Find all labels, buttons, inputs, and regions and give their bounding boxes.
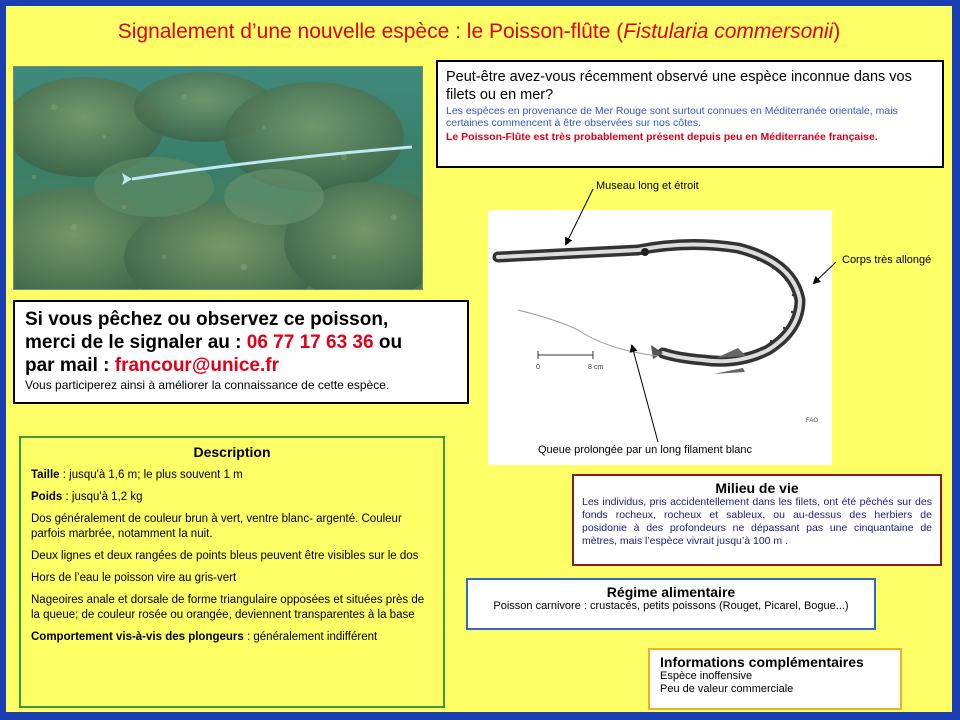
description-poids	[31, 490, 433, 505]
taille-label: Taille	[31, 469, 60, 481]
milieu-box	[572, 474, 942, 566]
comportement-text: : généralement indifférent	[243, 631, 378, 643]
description-box	[19, 436, 445, 708]
poster	[4, 4, 954, 714]
description-taille	[31, 468, 433, 483]
regime-text: Poisson carnivore : crustacés, petits poissons (Rouget, Picarel, Bogue...)	[493, 600, 849, 612]
title-end: )	[833, 20, 841, 43]
contact-email-label: par mail :	[25, 355, 115, 376]
contact-phone[interactable]: 06 77 17 63 36	[246, 332, 374, 353]
callout-museau: Museau long et étroit	[596, 180, 699, 192]
regime-heading: Régime alimentaire	[606, 584, 736, 600]
description-dos: Dos généralement de couleur brun à vert, ventre blanc- argenté. Couleur parfois marbrée, notamment la nuit.	[31, 513, 402, 540]
description-heading: Description	[193, 444, 271, 460]
description-nageoires: Nageoires anale et dorsale de forme triangulaire opposées et situées près de la queue; de couleur rosée ou orangée, deviennent transparentes à la base	[31, 594, 425, 621]
scale-zero: 0	[536, 364, 540, 371]
contact-or: ou	[373, 332, 403, 353]
info-line-1: Espèce inoffensive	[660, 670, 753, 682]
title-species-name: Fistularia commersonii	[623, 20, 834, 43]
info-box	[648, 648, 902, 710]
regime-box	[466, 578, 876, 630]
contact-email[interactable]: francour@unice.fr	[114, 355, 279, 376]
description-eau: Hors de l’eau le poisson vire au gris-vert	[31, 572, 237, 584]
milieu-heading: Milieu de vie	[715, 480, 799, 496]
poids-label: Poids	[31, 491, 63, 503]
milieu-text: Les individus, pris accidentellement dans les filets, ont été pêchés sur des fonds rocheux, rocheux et sableux, ou au-dessus des herbiers de posidonie à des profondeurs ne dépassant pas une cinquantaine de mètres, mais l’espèce vivrait jusqu’à 100 m .	[582, 496, 932, 547]
intro-highlight: Le Poisson-Flûte est très probablement présent depuis peu en Méditerranée française.	[446, 131, 878, 143]
contact-note: Vous participerez ainsi à améliorer la connaissance de cette espèce.	[25, 378, 390, 392]
intro-paragraph: Les espèces en provenance de Mer Rouge sont surtout connues en Méditerranée orientale, mais certaines commencent à être observées sur nos côtes.	[446, 105, 898, 129]
poids-text: : jusqu'à 1,2 kg	[62, 491, 143, 503]
contact-phone-label: merci de le signaler au :	[25, 332, 247, 353]
callout-corps: Corps très allongé	[842, 254, 932, 266]
info-heading: Informations complémentaires	[660, 654, 864, 670]
title-text: Signalement d’une nouvelle espèce : le Poisson-flûte (	[117, 20, 624, 43]
description-comportement	[31, 630, 433, 645]
scale-eight: 8 cm	[588, 364, 604, 371]
callout-queue: Queue prolongée par un long filament blanc	[538, 444, 753, 456]
fao-credit: FAO	[806, 418, 819, 424]
comportement-label: Comportement vis-à-vis des plongeurs	[31, 631, 244, 643]
contact-line-1: Si vous pêchez ou observez ce poisson,	[25, 309, 389, 330]
taille-text: : jusqu'à 1,6 m; le plus souvent 1 m	[59, 469, 243, 481]
intro-heading: Peut-être avez-vous récemment observé une espèce inconnue dans vos filets ou en mer?	[446, 69, 912, 103]
description-lignes: Deux lignes et deux rangées de points bleus peuvent être visibles sur le dos	[31, 550, 419, 562]
info-line-2: Peu de valeur commerciale	[660, 683, 794, 695]
